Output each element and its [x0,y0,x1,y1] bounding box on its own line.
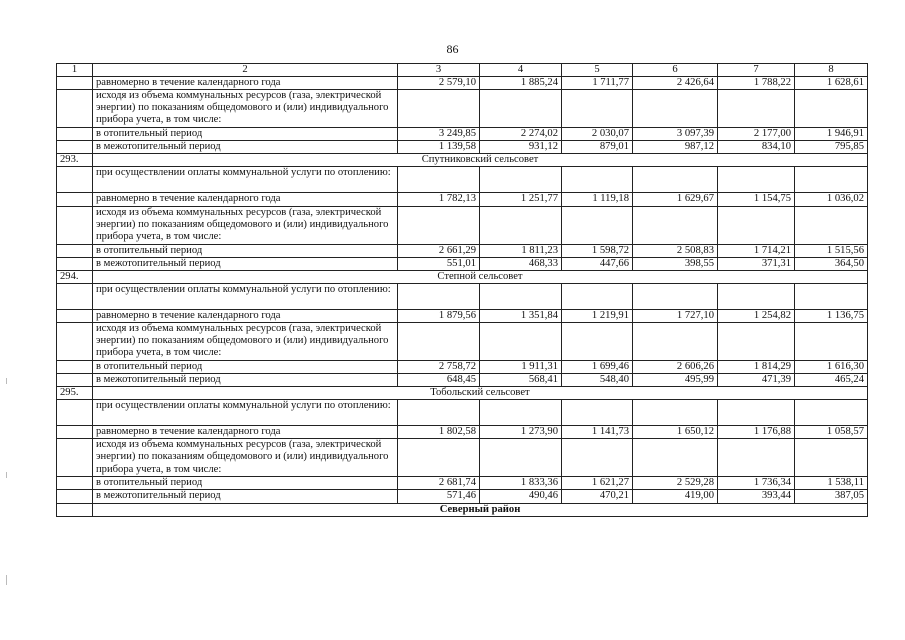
tariff-value: 1 814,29 [718,360,795,373]
row-number [57,244,93,257]
tariff-value: 1 714,21 [718,244,795,257]
table-row [57,374,868,387]
empty-cell [795,167,868,193]
row-number [57,360,93,373]
tariff-value: 1 119,18 [562,193,633,206]
tariff-value: 2 529,28 [633,477,718,490]
row-number [57,141,93,154]
table-row [57,477,868,490]
row-description: в отопительный период [93,477,398,490]
empty-cell [480,206,562,244]
tariff-value: 1 254,82 [718,309,795,322]
row-number [57,283,93,309]
section-note-row [57,283,868,309]
settlement-row [57,270,868,283]
settlement-name: Степной сельсовет [93,270,868,283]
tariff-table [56,63,868,517]
empty-cell [718,400,795,426]
table-row [57,141,868,154]
tariff-value: 3 249,85 [398,128,480,141]
empty-cell [718,167,795,193]
row-description: в межотопительный период [93,257,398,270]
row-description: равномерно в течение календарного года [93,309,398,322]
empty-cell [480,400,562,426]
empty-cell [480,322,562,360]
tariff-value: 490,46 [480,490,562,503]
tariff-value: 2 681,74 [398,477,480,490]
tariff-value: 2 177,00 [718,128,795,141]
row-number [57,374,93,387]
tariff-value: 470,21 [562,490,633,503]
row-description: исходя из объема коммунальных ресурсов (газа, электрической энергии) по показаниям общедомового и (или) индивидуального прибора учета, в том числе: [93,322,398,360]
settlement-row [57,387,868,400]
column-header: 7 [718,64,795,77]
tariff-value: 465,24 [795,374,868,387]
empty-cell [562,206,633,244]
tariff-value: 1 736,34 [718,477,795,490]
tariff-value: 393,44 [718,490,795,503]
tariff-value: 1 616,30 [795,360,868,373]
scan-margin-mark [6,575,7,585]
row-description: в отопительный период [93,244,398,257]
row-number [57,426,93,439]
empty-cell [633,322,718,360]
tariff-value: 1 650,12 [633,426,718,439]
column-header: 4 [480,64,562,77]
tariff-value: 1 598,72 [562,244,633,257]
row-description: равномерно в течение календарного года [93,426,398,439]
empty-cell [480,90,562,128]
row-number: 294. [57,270,93,283]
tariff-value: 364,50 [795,257,868,270]
empty-cell [562,322,633,360]
row-number [57,309,93,322]
empty-cell [795,283,868,309]
empty-cell [562,283,633,309]
empty-cell [795,400,868,426]
tariff-value: 387,05 [795,490,868,503]
tariff-value: 648,45 [398,374,480,387]
table-row [57,128,868,141]
row-description: в отопительный период [93,360,398,373]
table-body [57,64,868,517]
empty-cell [562,400,633,426]
empty-cell [718,90,795,128]
row-description: при осуществлении оплаты коммунальной услуги по отоплению: [93,283,398,309]
row-number [57,257,93,270]
empty-cell [795,322,868,360]
table-row [57,360,868,373]
section-note-row [57,90,868,128]
empty-cell [718,439,795,477]
section-note-row [57,167,868,193]
tariff-value: 1 154,75 [718,193,795,206]
tariff-value: 1 058,57 [795,426,868,439]
row-description: равномерно в течение календарного года [93,77,398,90]
row-number [57,77,93,90]
district-name: Северный район [93,503,868,516]
tariff-value: 1 538,11 [795,477,868,490]
tariff-value: 1 833,36 [480,477,562,490]
empty-cell [795,90,868,128]
table-row [57,257,868,270]
tariff-value: 1 727,10 [633,309,718,322]
tariff-value: 1 699,46 [562,360,633,373]
tariff-value: 2 661,29 [398,244,480,257]
tariff-value: 1 139,58 [398,141,480,154]
tariff-value: 795,85 [795,141,868,154]
row-number: 293. [57,154,93,167]
tariff-value: 987,12 [633,141,718,154]
row-number [57,322,93,360]
tariff-value: 2 579,10 [398,77,480,90]
section-note-row [57,439,868,477]
row-number [57,128,93,141]
settlement-row [57,154,868,167]
table-row [57,77,868,90]
empty-cell [398,400,480,426]
row-number [57,193,93,206]
tariff-value: 1 811,23 [480,244,562,257]
empty-cell [633,283,718,309]
settlement-name: Спутниковский сельсовет [93,154,868,167]
tariff-value: 1 885,24 [480,77,562,90]
tariff-value: 2 030,07 [562,128,633,141]
column-header: 8 [795,64,868,77]
tariff-value: 1 219,91 [562,309,633,322]
tariff-value: 1 141,73 [562,426,633,439]
tariff-value: 551,01 [398,257,480,270]
empty-cell [398,206,480,244]
tariff-value: 931,12 [480,141,562,154]
tariff-value: 834,10 [718,141,795,154]
row-number [57,477,93,490]
row-number [57,490,93,503]
tariff-value: 1 879,56 [398,309,480,322]
tariff-value: 2 508,83 [633,244,718,257]
tariff-value: 2 274,02 [480,128,562,141]
table-row [57,490,868,503]
tariff-value: 371,31 [718,257,795,270]
row-number [57,400,93,426]
row-description: исходя из объема коммунальных ресурсов (газа, электрической энергии) по показаниям общедомового и (или) индивидуального прибора учета, в том числе: [93,439,398,477]
row-number [57,503,93,516]
section-note-row [57,400,868,426]
empty-cell [633,206,718,244]
settlement-name: Тобольский сельсовет [93,387,868,400]
empty-cell [480,283,562,309]
empty-cell [398,90,480,128]
column-header: 3 [398,64,480,77]
tariff-value: 1 176,88 [718,426,795,439]
tariff-value: 1 911,31 [480,360,562,373]
row-number: 295. [57,387,93,400]
district-row [57,503,868,516]
tariff-value: 571,46 [398,490,480,503]
tariff-value: 1 273,90 [480,426,562,439]
empty-cell [633,90,718,128]
tariff-value: 495,99 [633,374,718,387]
row-description: в межотопительный период [93,141,398,154]
tariff-value: 1 515,56 [795,244,868,257]
empty-cell [633,167,718,193]
tariff-value: 548,40 [562,374,633,387]
table-row [57,309,868,322]
tariff-value: 419,00 [633,490,718,503]
tariff-value: 879,01 [562,141,633,154]
row-number [57,167,93,193]
header-row [57,64,868,77]
tariff-value: 2 606,26 [633,360,718,373]
row-description: при осуществлении оплаты коммунальной услуги по отоплению: [93,400,398,426]
empty-cell [480,167,562,193]
empty-cell [718,283,795,309]
row-description: исходя из объема коммунальных ресурсов (газа, электрической энергии) по показаниям общедомового и (или) индивидуального прибора учета, в том числе: [93,90,398,128]
empty-cell [480,439,562,477]
row-description: при осуществлении оплаты коммунальной услуги по отоплению: [93,167,398,193]
empty-cell [795,439,868,477]
tariff-value: 3 097,39 [633,128,718,141]
row-number [57,439,93,477]
section-note-row [57,206,868,244]
tariff-value: 468,33 [480,257,562,270]
tariff-value: 1 802,58 [398,426,480,439]
row-number [57,90,93,128]
empty-cell [562,439,633,477]
empty-cell [398,439,480,477]
tariff-value: 447,66 [562,257,633,270]
empty-cell [562,90,633,128]
tariff-value: 2 758,72 [398,360,480,373]
empty-cell [398,322,480,360]
tariff-value: 1 946,91 [795,128,868,141]
row-description: равномерно в течение календарного года [93,193,398,206]
table-row [57,193,868,206]
tariff-value: 1 788,22 [718,77,795,90]
section-note-row [57,322,868,360]
empty-cell [633,400,718,426]
column-header: 1 [57,64,93,77]
empty-cell [398,283,480,309]
table-row [57,244,868,257]
column-header: 6 [633,64,718,77]
tariff-value: 1 629,67 [633,193,718,206]
tariff-value: 1 621,27 [562,477,633,490]
row-description: в межотопительный период [93,490,398,503]
empty-cell [718,206,795,244]
tariff-value: 1 136,75 [795,309,868,322]
tariff-value: 2 426,64 [633,77,718,90]
empty-cell [562,167,633,193]
tariff-value: 1 351,84 [480,309,562,322]
tariff-value: 398,55 [633,257,718,270]
empty-cell [795,206,868,244]
column-header: 5 [562,64,633,77]
row-number [57,206,93,244]
tariff-value: 568,41 [480,374,562,387]
page-number: 86 [446,42,459,56]
scan-margin-mark [6,378,7,384]
table-row [57,426,868,439]
empty-cell [633,439,718,477]
tariff-value: 1 036,02 [795,193,868,206]
row-description: в межотопительный период [93,374,398,387]
column-header: 2 [93,64,398,77]
scan-margin-mark [6,472,7,478]
tariff-value: 1 782,13 [398,193,480,206]
tariff-value: 1 251,77 [480,193,562,206]
empty-cell [398,167,480,193]
tariff-value: 1 711,77 [562,77,633,90]
empty-cell [718,322,795,360]
tariff-value: 471,39 [718,374,795,387]
tariff-value: 1 628,61 [795,77,868,90]
row-description: исходя из объема коммунальных ресурсов (газа, электрической энергии) по показаниям общедомового и (или) индивидуального прибора учета, в том числе: [93,206,398,244]
row-description: в отопительный период [93,128,398,141]
